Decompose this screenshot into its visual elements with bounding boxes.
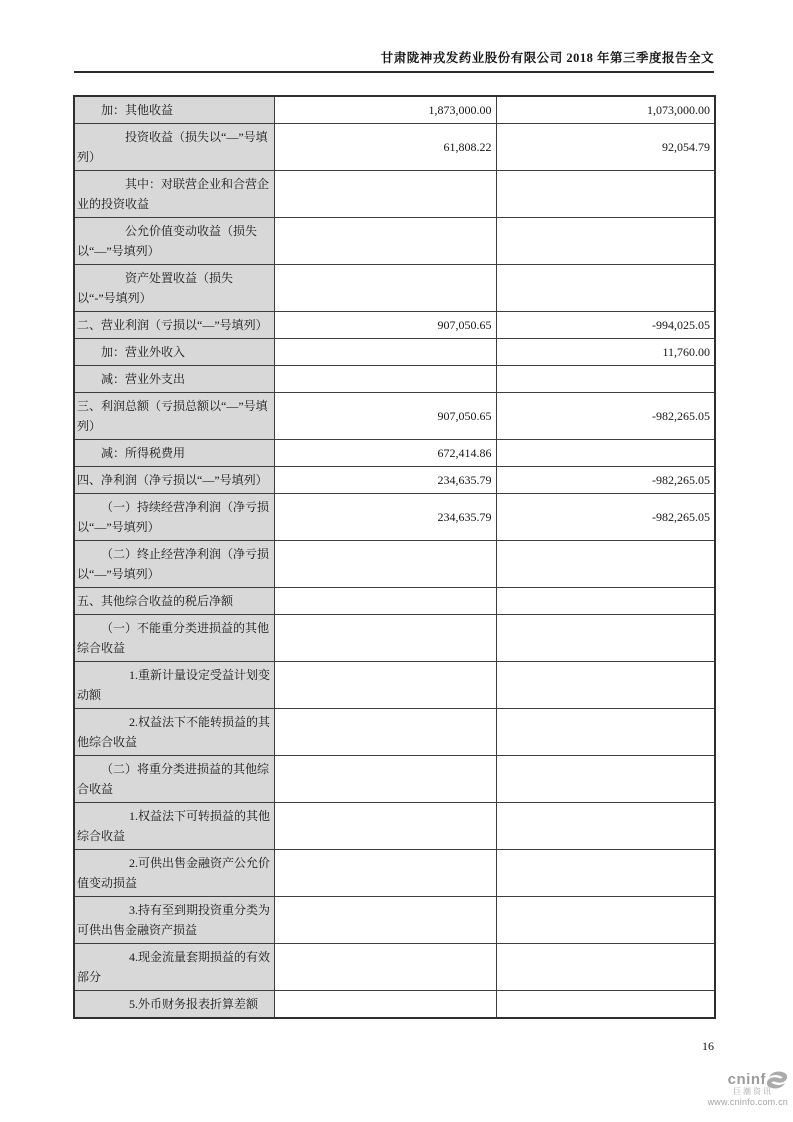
table-row [74,124,715,171]
table-row [74,991,715,1019]
row-value-col1 [274,541,496,588]
row-value-col1: 61,808.22 [274,124,496,171]
table-row [74,171,715,218]
row-label: （一）持续经营净利润（净亏损以“—”号填列） [74,494,274,541]
row-label: 公允价值变动收益（损失以“—”号填列） [74,218,274,265]
row-value-col1 [274,588,496,615]
row-value-col2 [496,366,715,393]
row-label: 1.重新计量设定受益计划变动额 [74,662,274,709]
cninfo-url: www.cninfo.com.cn [707,1096,788,1107]
row-label: 资产处置收益（损失以“-”号填列） [74,265,274,312]
table-row [74,440,715,467]
row-label: 2.权益法下不能转损益的其他综合收益 [74,709,274,756]
row-label: 3.持有至到期投资重分类为可供出售金融资产损益 [74,897,274,944]
table-row [74,541,715,588]
income-statement-table [73,95,716,1019]
row-value-col2 [496,944,715,991]
row-value-col1 [274,850,496,897]
row-value-col1: 672,414.86 [274,440,496,467]
cninfo-brand-text: cninf [727,1070,766,1088]
row-value-col2 [496,265,715,312]
row-value-col1 [274,897,496,944]
row-label: 1.权益法下可转损益的其他综合收益 [74,803,274,850]
row-label: 减：所得税费用 [74,440,274,467]
row-value-col2 [496,756,715,803]
table-row [74,897,715,944]
row-value-col2: -982,265.05 [496,393,715,440]
table-row [74,218,715,265]
table-row [74,393,715,440]
table-row [74,366,715,393]
row-value-col1 [274,662,496,709]
cninfo-logo [697,1071,789,1108]
row-value-col1 [274,709,496,756]
row-value-col2 [496,991,715,1019]
table-row [74,588,715,615]
row-value-col1 [274,265,496,312]
row-value-col2 [496,850,715,897]
row-value-col1: 907,050.65 [274,393,496,440]
row-value-col2: 92,054.79 [496,124,715,171]
row-value-col1: 234,635.79 [274,467,496,494]
table-row [74,850,715,897]
table-row [74,615,715,662]
row-label: （一）不能重分类进损益的其他综合收益 [74,615,274,662]
row-value-col2 [496,803,715,850]
row-value-col1 [274,171,496,218]
table-row [74,944,715,991]
row-value-col2 [496,897,715,944]
income-statement-table-body [74,96,715,1018]
table-row [74,265,715,312]
row-value-col2 [496,171,715,218]
row-value-col2: 1,073,000.00 [496,96,715,124]
row-label: 4.现金流量套期损益的有效部分 [74,944,274,991]
table-row [74,467,715,494]
row-value-col2 [496,440,715,467]
table-row [74,803,715,850]
row-value-col1 [274,339,496,366]
header-rule [74,71,714,73]
row-value-col1 [274,944,496,991]
row-value-col2 [496,662,715,709]
row-value-col1: 234,635.79 [274,494,496,541]
row-value-col2: -982,265.05 [496,494,715,541]
row-value-col2 [496,709,715,756]
row-label: 2.可供出售金融资产公允价值变动损益 [74,850,274,897]
row-label: 二、营业利润（亏损以“—”号填列） [74,312,274,339]
row-value-col1: 907,050.65 [274,312,496,339]
table-row [74,756,715,803]
row-value-col2 [496,218,715,265]
row-value-col1 [274,615,496,662]
row-value-col1 [274,366,496,393]
row-value-col1 [274,803,496,850]
row-value-col2: 11,760.00 [496,339,715,366]
row-value-col2: -982,265.05 [496,467,715,494]
table-row [74,494,715,541]
row-label: 三、利润总额（亏损总额以“—”号填列） [74,393,274,440]
row-label: 减：营业外支出 [74,366,274,393]
row-label: 其中：对联营企业和合营企业的投资收益 [74,171,274,218]
row-label: （二）终止经营净利润（净亏损以“—”号填列） [74,541,274,588]
row-value-col2 [496,541,715,588]
row-value-col1: 1,873,000.00 [274,96,496,124]
table-row [74,662,715,709]
table-row [74,339,715,366]
row-value-col1 [274,756,496,803]
document-header-title: 甘肃陇神戎发药业股份有限公司 2018 年第三季度报告全文 [380,51,714,65]
row-value-col2: -994,025.05 [496,312,715,339]
cninfo-subtitle: 巨潮资讯 [733,1087,773,1096]
row-value-col1 [274,991,496,1019]
row-label: 加：其他收益 [74,96,274,124]
row-label: 加：营业外收入 [74,339,274,366]
table-row [74,96,715,124]
row-label: 四、净利润（净亏损以“—”号填列） [74,467,274,494]
row-value-col1 [274,218,496,265]
row-value-col2 [496,588,715,615]
row-value-col2 [496,615,715,662]
table-row [74,312,715,339]
page-number: 16 [702,1039,714,1053]
row-label: （二）将重分类进损益的其他综合收益 [74,756,274,803]
row-label: 5.外币财务报表折算差额 [74,991,274,1019]
row-label: 五、其他综合收益的税后净额 [74,588,274,615]
table-row [74,709,715,756]
row-label: 投资收益（损失以“—”号填列） [74,124,274,171]
